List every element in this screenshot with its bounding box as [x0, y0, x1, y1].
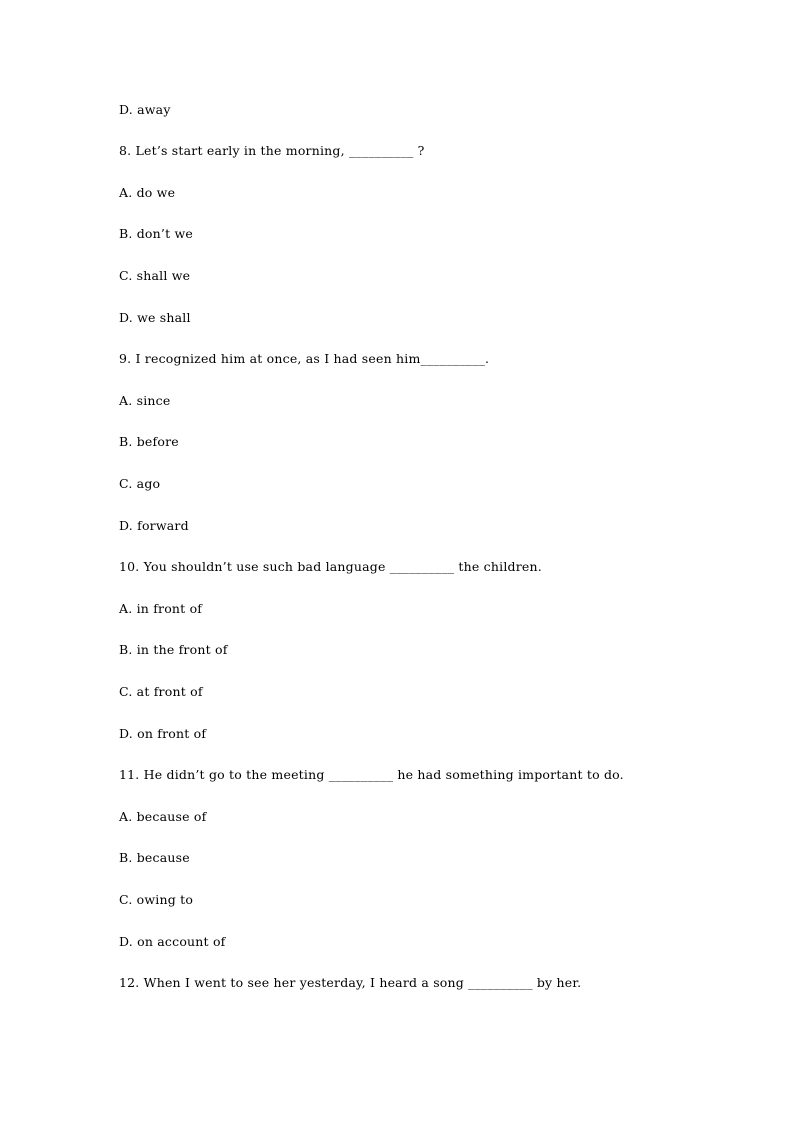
- option-10a: A. in front of: [119, 601, 203, 616]
- option-7d: D. away: [119, 102, 171, 117]
- question-8: 8. Let’s start early in the morning, __________ ?: [119, 143, 425, 158]
- question-9: 9. I recognized him at once, as I had seen him__________.: [119, 351, 490, 366]
- option-8d: D. we shall: [119, 310, 191, 325]
- option-9d: D. forward: [119, 518, 189, 533]
- option-8c: C. shall we: [119, 268, 191, 283]
- option-10d: D. on front of: [119, 726, 207, 741]
- option-11a: A. because of: [119, 809, 207, 824]
- option-10c: C. at front of: [119, 684, 203, 699]
- option-11b: B. because: [119, 850, 190, 865]
- option-10b: B. in the front of: [119, 642, 228, 657]
- option-9a: A. since: [119, 393, 171, 408]
- option-9c: C. ago: [119, 476, 161, 491]
- question-10: 10. You shouldn’t use such bad language __________ the children.: [119, 559, 542, 574]
- option-8b: B. don’t we: [119, 226, 193, 241]
- question-12: 12. When I went to see her yesterday, I heard a song __________ by her.: [119, 975, 582, 990]
- option-11c: C. owing to: [119, 892, 194, 907]
- question-11: 11. He didn’t go to the meeting __________ he had something important to do.: [119, 767, 624, 782]
- option-9b: B. before: [119, 434, 179, 449]
- option-8a: A. do we: [119, 185, 176, 200]
- option-11d: D. on account of: [119, 934, 226, 949]
